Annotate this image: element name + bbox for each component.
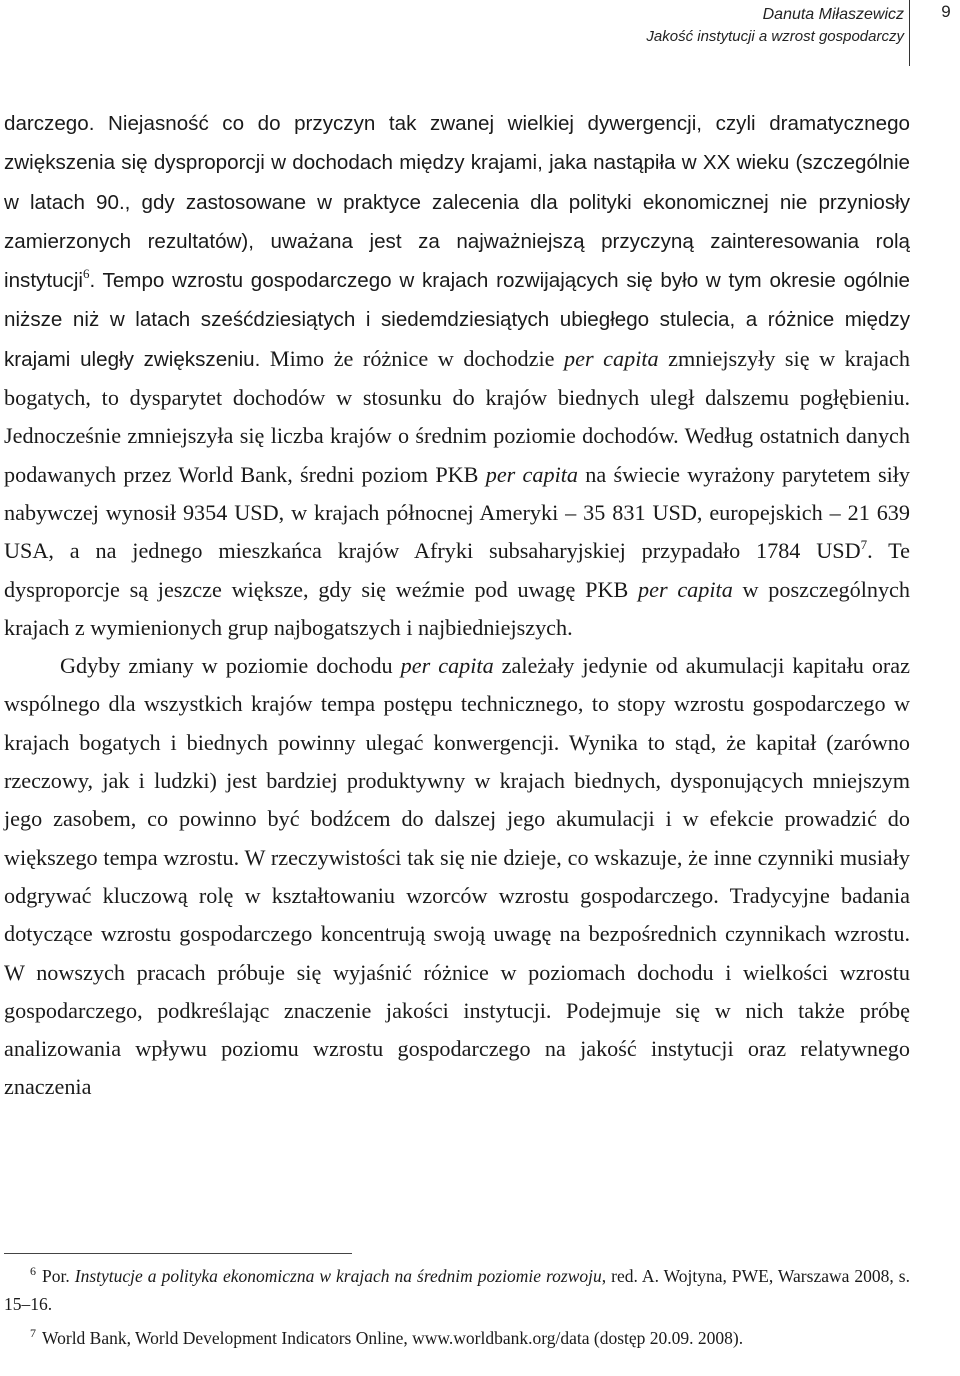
footnote-number: 7 xyxy=(30,1326,36,1340)
paragraph-2 xyxy=(4,647,910,1107)
header-title: Jakość instytucji a wzrost gospodarczy xyxy=(646,28,904,45)
text-run: World Bank, World Development Indicators Online, www.worldbank.org/data (dostęp 20.09. 2008). xyxy=(42,1328,744,1348)
text-run: , red. A. Wojtyna, PWE, Warszawa 2008, s. 15–16. xyxy=(4,1266,910,1314)
paragraph-1 xyxy=(4,104,910,647)
text-run: Mimo że różnice w dochodzie xyxy=(260,345,565,371)
italic-text: per capita xyxy=(638,576,733,602)
text-run: Gdyby zmiany w poziomie dochodu xyxy=(60,653,401,679)
footnote-7 xyxy=(4,1324,910,1352)
italic-text: per capita xyxy=(400,653,494,679)
footnote-ref: 7 xyxy=(860,537,868,553)
text-run: zmniejszyły się w krajach bogatych, to dysparytet dochodów w stosunku do krajów biednych uległ dalszemu pogłębieniu. Jednocześnie zmniejszyła się liczba krajów o średnim poziomie dochodów. Według ostatnich danych podawanych przez World Bank, średni poziom PKB xyxy=(4,345,910,487)
footnote-marker xyxy=(4,1262,42,1290)
text-run: . Te dysproporcje są jeszcze większe, gdy się weźmie pod uwagę PKB xyxy=(4,538,911,602)
text-run: w poszczególnych krajach z wymienionych grup najbogatszych i najbiedniejszych. xyxy=(4,576,910,640)
body-text xyxy=(4,104,910,1107)
page-number: 9 xyxy=(941,2,951,21)
italic-text: per capita xyxy=(485,461,579,487)
footnote-number: 6 xyxy=(30,1264,36,1278)
footnote-separator xyxy=(4,1253,352,1254)
italic-text: per capita xyxy=(564,345,659,371)
running-head xyxy=(646,4,904,48)
text-run: Por. xyxy=(42,1266,75,1286)
italic-text: Instytucje a polityka ekonomiczna w krajach na średnim poziomie rozwoju xyxy=(74,1266,602,1286)
text-run: na świecie wyrażony parytetem siły nabywczej wynosił 9354 USD, w krajach północnej Ameryki – 35 831 USD, europejskich – 21 639 USA, a na jednego mieszkańca krajów Afryki subsaharyjskiej przypadało 1784 USD xyxy=(4,461,910,564)
footnotes xyxy=(4,1262,910,1358)
text-run: darczego. xyxy=(4,112,109,135)
footnote-ref: 6 xyxy=(82,266,90,282)
header-divider xyxy=(909,0,910,66)
text-run: zależały jedynie od akumulacji kapitału oraz wspólnego dla wszystkich krajów tempa postępu technicznego, to stopy wzrostu gospodarczego w krajach bogatych i biednych powinny ulegać konwergencji. Wynika to stąd, że kapitał (zarówno rzeczowy, jak i ludzki) jest bardziej produktywny w krajach biednych, dysponujących mniejszym jego zasobem, co powinno być bodźcem do dalszej jego akumulacji i w efekcie prowadzić do większego tempa wzrostu. W rzeczywistości tak się nie dzieje, co wskazuje, że inne czynniki musiały odgrywać kluczową rolę w kształtowaniu wzorców wzrostu gospodarczego. Tradycyjne badania dotyczące wzrostu gospodarczego koncentrują swoją uwagę na bezpośrednich czynnikach wzrostu. W nowszych pracach próbuje się wyjaśnić różnice w poziomach dochodu i wielkości wzrostu gospodarczego, podkreślając znaczenie jakości instytucji. Podejmuje się w nich także próbę analizowania wpływu poziomu wzrostu gospodarczego na jakość instytucji oraz relatywnego znaczenia xyxy=(4,653,910,1100)
footnote-marker xyxy=(4,1324,42,1352)
running-header xyxy=(0,0,960,70)
footnote-6 xyxy=(4,1262,910,1318)
text-run: Niejasność co do przyczyn tak zwanej wielkiej dywergencji, czyli dramatycznego zwiększenia się dysproporcji w dochodach między krajami, jaka nastąpiła w XX wieku (szczególnie w latach 90., gdy zastosowane w praktyce zalecenia dla polityki ekonomicznej nie przyniosły zamierzonych rezultatów), uważana jest za najważniejszą przyczyną zainteresowania rolą instytucji xyxy=(4,112,910,293)
header-author: Danuta Miłaszewicz xyxy=(762,6,904,23)
text-run: . Tempo wzrostu gospodarczego w krajach rozwijających się było w tym okresie ogólnie niższe niż w latach sześćdziesiątych i siedemdziesiątych ubiegłego stulecia, a różnice między krajami uległy zwiększeniu. xyxy=(4,269,910,371)
